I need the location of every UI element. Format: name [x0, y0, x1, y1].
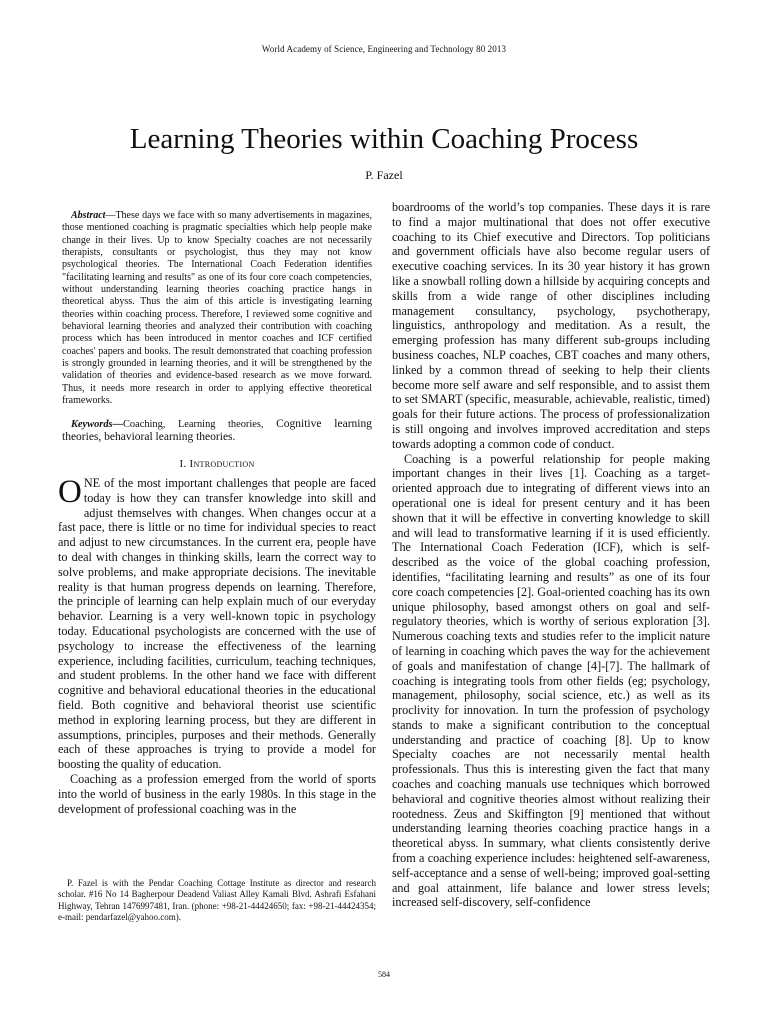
- intro-paragraph-1-text: of the most important challenges that people are faced today is how they can transfer knowledge into skill and adjust themselves with changes. When changes occur at a fast pace, there is little or no time for individual species to react and adjust to new circumstances. In the current era, people have to deal with changes in thinking skills, learn the correct way to solve problems, and make appropriate decisions. The inevitable reality is that human progress depends on learning. Therefore, the principle of learning can help explain much of our everyday behavior. Learning is a very well-known topic in psychology today. Educational psychologists are concerned with the use of psychology to increase the effectiveness of the learning experience, including facilities, curriculum, teaching techniques, and student problems. In the other hand we face with different cognitive and behavioral educational theories in the educational field. Both cognitive and behavioral theorist use scientific method in exploring learning process, but they are different in assumptions, principles, purposes and their methods. Generally each of these approaches is trying to provide a model for boosting the quality of education.: [58, 476, 376, 772]
- abstract-dash: —: [105, 210, 116, 221]
- intro-paragraph-1: [58, 476, 376, 772]
- running-head: World Academy of Science, Engineering and Technology 80 2013: [261, 44, 507, 54]
- right-column: [392, 200, 710, 910]
- left-column: [58, 200, 376, 816]
- abstract-label: Abstract: [71, 210, 106, 221]
- intro-paragraph-2: Coaching as a profession emerged from the world of sports into the world of business in the early 1980s. In this stage in the development of professional coaching was in the: [58, 772, 376, 816]
- abstract-text: These days we face with so many advertisements in magazines, those mentioned coaching is pragmatic specialties which help people make change in their lives. Up to know Specialty coaches are not necessarily therapists, consultants or psychologist, thus they may not know psychological theories. The International Coach Federation identifies "facilitating learning and results" as one of its four core coach competencies, without understanding learning theories coaching practice hangs in theoretical abyss. Thus the aim of this article is investigating learning theories within coaching process. Therefore, I reviewed some cognitive and behavioral learning theories and analyzed their contribution with coaching process which has been introduced in mentor coaches and ICF certified coaches' papers and books. The result demonstrated that coaching profession is strongly grounded in learning theories, and it will be strengthened by the validation of theories and evidence-based research as we move forward. Thus, it needs more research in order to applying effective theoretical frameworks.: [62, 210, 372, 407]
- section-first-letter: I: [189, 458, 194, 471]
- drop-cap: O: [58, 474, 82, 511]
- section-number: I.: [179, 458, 190, 471]
- keywords-text-small: Coaching, Learning theories,: [122, 418, 277, 430]
- right-paragraph-1: boardrooms of the world’s top companies. These days it is rare to find a major multinational that does not offer executive coaching to its Chief executive and Directors. Top politicians and government officials have also become regular users of executive coaching services. In its 30 year history it has grown like a snowball rolling down a hillside by acquiring concepts and skills from a wide range of other disciplines including management consultancy, psychology, psychotherapy, linguistics, anthropology and meditation. As a result, the emerging profession has many different sub-groups including business coaches, NLP coaches, CBT coaches and many others, linked by a common thread of seeking to help their clients become more self aware and self responsible, and to assist them to set SMART (specific, measurable, achievable, realistic, timed) goals for their future actions. The process of professionalization is still ongoing and involves improved accreditation and steps towards adopting a common code of conduct.: [392, 200, 710, 451]
- paper-title: Learning Theories within Coaching Process: [129, 123, 639, 155]
- right-paragraph-2: Coaching is a powerful relationship for people making important changes in their lives [1]. Coaching as a target-oriented approach due to integrating of different views into an operational one is ideal for present century and it has been shown that it will be effective in converting knowledge to skill and will lead to transformative learning if it is used efficiently. The International Coach Federation (ICF), which is self-described as the voice of the global coaching profession, identifies, “facilitating learning and results” as one of its four core coach competencies [2]. Goal-oriented coaching has its own unique philosophy, based amongst others on goal and self-regulatory theories, which is worthy of serious exploration [3]. Numerous coaching texts and studies refer to the implicit nature of learning in coaching which paves the way for the achievement of goals and manifestation of change [4]-[7]. The hallmark of coaching is integrating tools from other fields (eg; psychology, management, philosophy, social science, etc.) as well as its proclivity for innovation. In turn the profession of psychology stands to make a significant contribution to the conceptual understanding and practice of coaching [8]. Up to know Specialty coaches are not necessarily mental health professionals. Thus this is interesting given the fact that many coaches and coaching manuals use techniques which borrowed behavioral and cognitive theories almost without realizing their rootedness. Zeus and Skiffington [9] mentioned that without understanding learning theories coaching practice hangs in a theoretical abyss. In summary, what clients consistently derive from a coaching experience includes: heightened self-awareness, self-acceptance and a sense of well-being; improved goal-setting and goal attainment, life balance and lower stress levels; increased self-discovery, self-confidence: [392, 451, 710, 910]
- intro-caps: NE: [83, 476, 101, 491]
- keywords-text-large: Cognitive learning theories, behavioral learning theories.: [62, 417, 372, 444]
- author-footnote: P. Fazel is with the Pendar Coaching Cottage Institute as director and research scholar. #16 No 14 Bagherpour Deadend Valiast Alley Kamali Blvd. Ashrafi Esfahani Highway, Tehran 1476997481, Iran. (phone: +98-21-44424650; fax: +98-21-44424354; e-mail: pendarfazel@yahoo.com).: [58, 878, 376, 922]
- author-name: P. Fazel: [365, 168, 403, 182]
- keywords-label: Keywords: [71, 418, 113, 430]
- section-title-rest: ntroduction: [193, 458, 255, 471]
- page-number: 584: [378, 970, 390, 979]
- section-heading-introduction: [58, 458, 376, 470]
- abstract: [58, 210, 376, 408]
- keywords-dash: —: [112, 418, 123, 430]
- keywords: [58, 418, 376, 446]
